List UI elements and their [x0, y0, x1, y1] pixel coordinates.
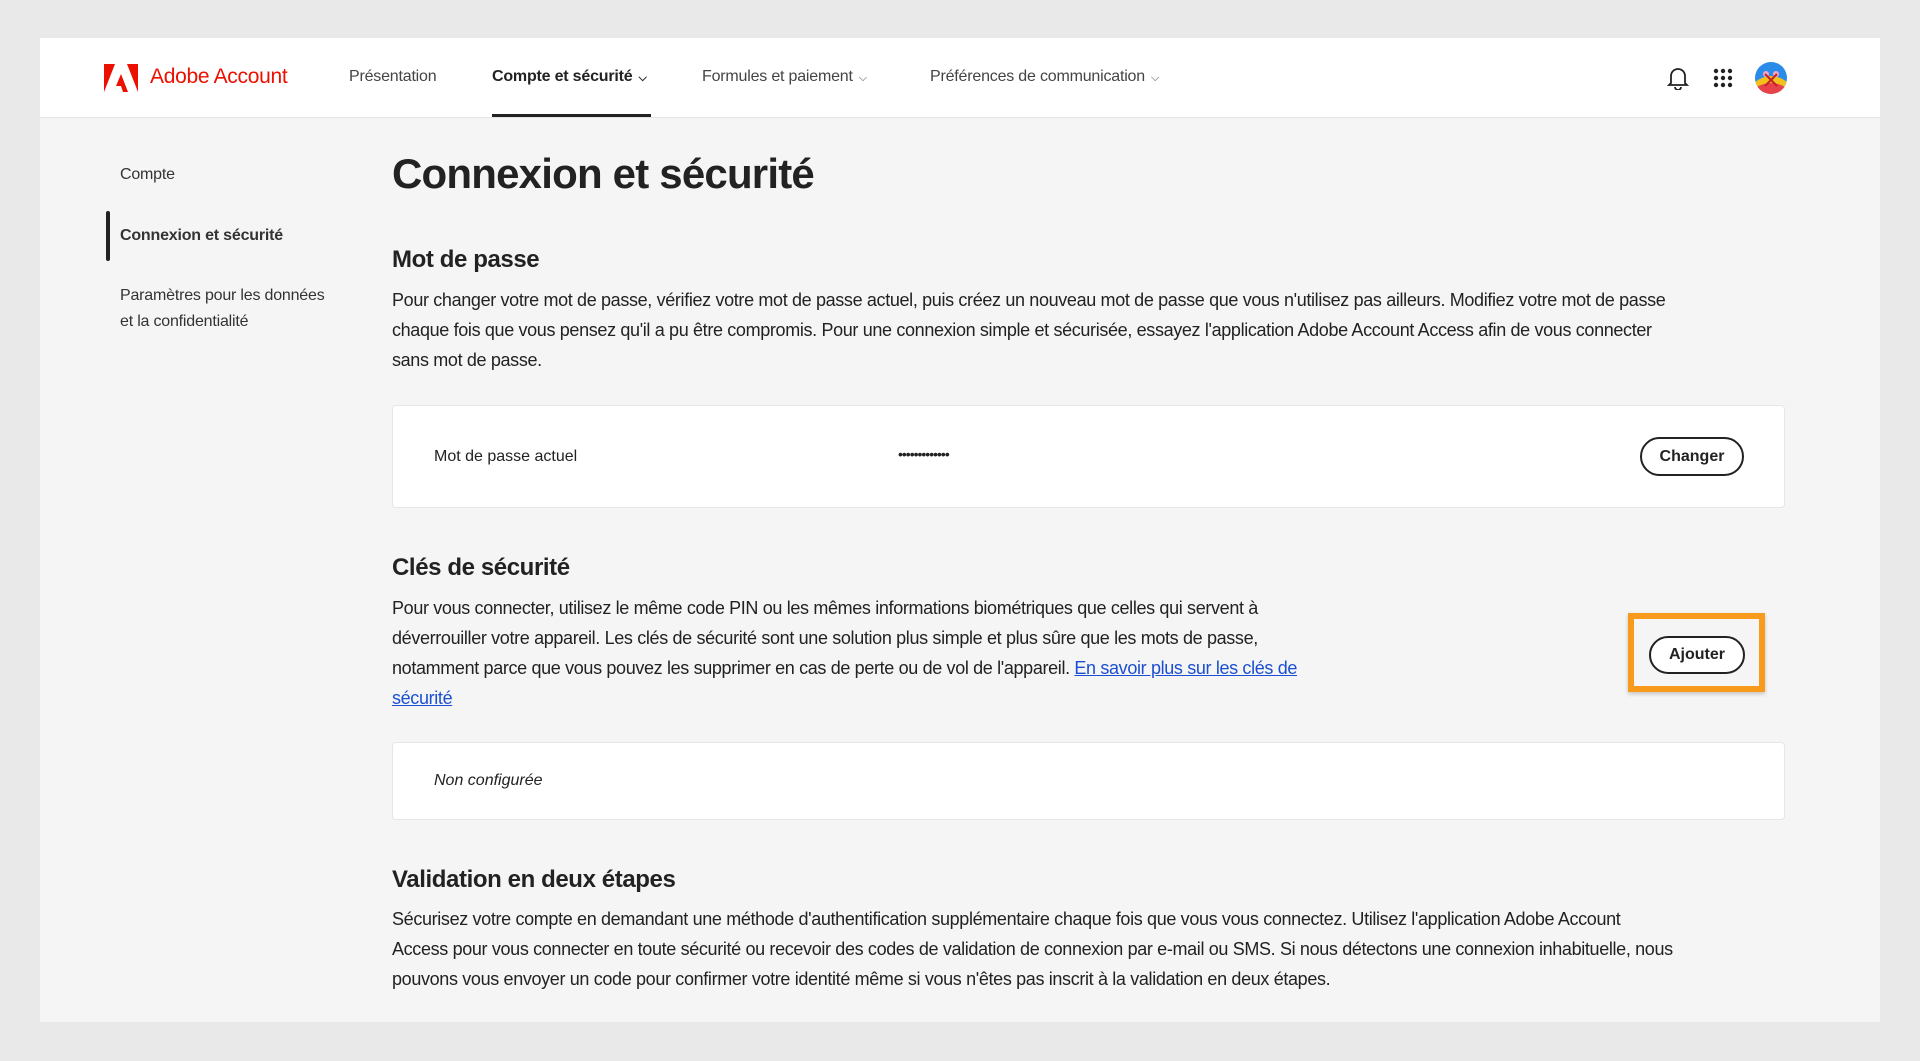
page-title: Connexion et sécurité [392, 150, 814, 197]
text-line: Access pour vous connecter en toute sécurité ou recevoir des codes de validation de connexion par e-mail ou SMS. Si nous détectons une connexion inhabituelle, nous [392, 939, 1673, 959]
top-nav [40, 38, 1880, 118]
sidebar-item-label: et la confidentialité [120, 313, 249, 330]
security-keys-description [392, 593, 1297, 713]
bell-icon[interactable] [1667, 66, 1689, 90]
sidebar-item-compte[interactable]: Compte [120, 166, 175, 183]
add-security-key-button[interactable]: Ajouter [1649, 636, 1745, 674]
nav-label: Formules et paiement [702, 68, 853, 85]
change-password-button[interactable]: Changer [1640, 437, 1744, 476]
two-step-description [392, 904, 1673, 994]
text-line: pouvons vous envoyer un code pour confirmer votre identité même si vous n'êtes pas inscrit à la validation en deux étapes. [392, 969, 1331, 989]
learn-more-security-keys-link[interactable]: En savoir plus sur les clés de [1074, 658, 1298, 678]
nav-formules-paiement[interactable] [702, 68, 867, 86]
sidebar-item-parametres-donnees[interactable] [120, 283, 325, 335]
apps-grid-icon[interactable] [1713, 68, 1733, 88]
current-password-value: ••••••••••••• [898, 446, 949, 462]
nav-preferences-communication[interactable] [930, 68, 1159, 86]
text-line: déverrouiller votre appareil. Les clés de sécurité sont une solution plus simple et plus sûre que les mots de passe, [392, 628, 1258, 648]
security-keys-status: Non configurée [434, 772, 543, 789]
chevron-down-icon: ⌵ [858, 72, 867, 84]
active-tab-indicator [492, 114, 651, 117]
password-heading: Mot de passe [392, 246, 540, 273]
text-line: Pour changer votre mot de passe, vérifiez votre mot de passe actuel, puis créez un nouveau mot de passe que vous n'utilisez pas ailleurs. Modifiez votre mot de passe [392, 290, 1666, 310]
brand-name[interactable]: Adobe Account [150, 65, 288, 88]
page [40, 38, 1880, 1022]
two-step-heading: Validation en deux étapes [392, 866, 676, 893]
current-password-label: Mot de passe actuel [434, 448, 578, 465]
chevron-down-icon: ⌵ [1150, 72, 1160, 84]
text-line [392, 653, 1297, 683]
sidebar-active-indicator [106, 211, 110, 261]
text-line: sans mot de passe. [392, 350, 542, 370]
text-part: notamment parce que vous pouvez les supprimer en cas de perte ou de vol de l'appareil. [392, 658, 1075, 678]
nav-label: Compte et sécurité [492, 68, 633, 85]
sidebar-item-connexion-securite[interactable]: Connexion et sécurité [120, 227, 283, 244]
sidebar-item-label: Paramètres pour les données [120, 287, 325, 304]
nav-compte-securite[interactable] [492, 68, 647, 86]
avatar[interactable] [1755, 62, 1787, 94]
nav-label: Préférences de communication [930, 68, 1145, 85]
security-keys-heading: Clés de sécurité [392, 554, 570, 581]
chevron-down-icon: ⌵ [638, 72, 647, 84]
text-line: chaque fois que vous pensez qu'il a pu être compromis. Pour une connexion simple et sécurisée, essayez l'application Adobe Account Access afin de vous connecter [392, 320, 1652, 340]
security-keys-card [392, 742, 1785, 820]
learn-more-security-keys-link-cont[interactable]: sécurité [392, 688, 453, 708]
adobe-logo-icon[interactable] [104, 64, 138, 92]
password-card [392, 405, 1785, 508]
password-description [392, 285, 1665, 375]
text-line: Sécurisez votre compte en demandant une méthode d'authentification supplémentaire chaque fois que vous vous connectez. Utilisez l'application Adobe Account [392, 909, 1621, 929]
text-line: Pour vous connecter, utilisez le même code PIN ou les mêmes informations biométriques que celles qui servent à [392, 598, 1258, 618]
nav-presentation[interactable]: Présentation [349, 68, 437, 85]
